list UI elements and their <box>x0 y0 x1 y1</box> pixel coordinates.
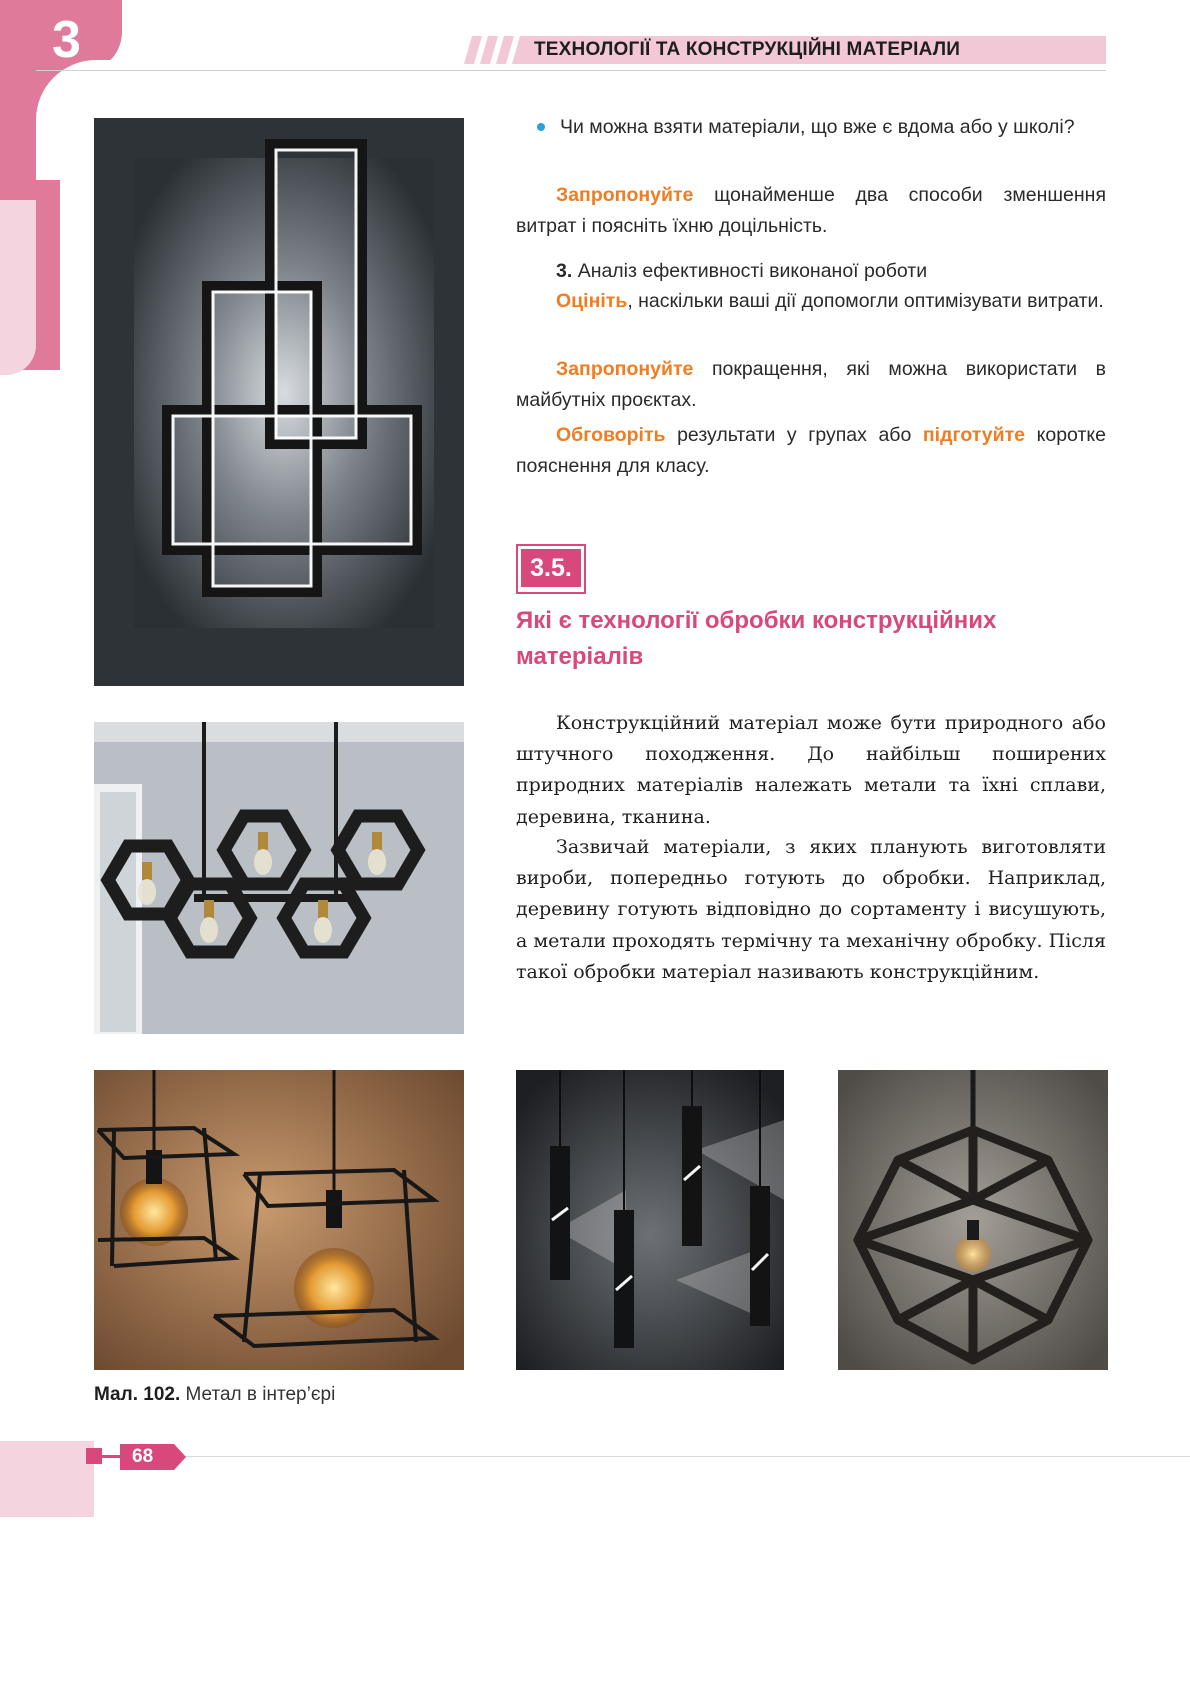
photo-tube-pendants <box>516 1070 784 1370</box>
footer-dash-decor <box>102 1455 122 1458</box>
paragraph-suggest-ways: Запропонуйте щонайменше два способи зменшення витрат і поясніть їхню доцільність. <box>516 184 1106 237</box>
keyword-suggest: Запропонуйте <box>556 184 694 206</box>
chapter-number: 3 <box>52 11 81 69</box>
step-3-number: 3. <box>556 260 573 282</box>
step-3-heading: 3. Аналіз ефективності виконаної роботи <box>556 260 928 282</box>
paragraph-discuss: Обговоріть результати у групах або підготуйте коротке пояснення для класу. <box>516 424 1106 477</box>
page-number: 68 <box>132 1446 154 1467</box>
keyword-evaluate: Оцініть <box>556 290 628 312</box>
paragraph-improvements: Запропонуйте покращення, які можна використати в майбутніх проєктах. <box>516 358 1106 411</box>
section-title: Які є технології обробки конструкційних матеріалів <box>516 607 997 670</box>
keyword-discuss: Обговоріть <box>556 424 666 446</box>
section-number: 3.5. <box>521 549 581 587</box>
figure-caption-text: Метал в інтер’єрі <box>185 1384 336 1405</box>
photo-hexagon-pendant <box>94 722 464 1034</box>
header-title: ТЕХНОЛОГІЇ ТА КОНСТРУКЦІЙНІ МАТЕРІАЛИ <box>534 39 961 60</box>
photo-wire-frame-pendants <box>94 1070 464 1370</box>
footer-square-decor <box>86 1448 102 1464</box>
chapter-tab-pale <box>0 200 36 375</box>
paragraph-evaluate: Оцініть, наскільки ваші дії допомогли оптимізувати витрати. <box>556 290 1104 312</box>
header-divider <box>36 70 1106 71</box>
section-paragraph-2: Зазвичай матеріали, з яких планують виготовляти вироби, попередньо готують до обробки. Наприклад, деревину готують відповідно до сортаменту і висушують, а метали проходять термічну та механічну обробку. Після такої обробки матеріал називають конструкційним. <box>516 836 1106 983</box>
section-paragraph-1: Конструкційний матеріал може бути природного або штучного походження. До найбільш поширених природних матеріалів належать метали та їхні сплави, деревина, тканина. <box>516 712 1106 828</box>
keyword-prepare: підготуйте <box>922 424 1026 446</box>
photo-geodesic-pendant <box>838 1070 1108 1370</box>
figure-label: Мал. 102. <box>94 1384 181 1405</box>
bullet-icon <box>537 123 545 131</box>
figure-caption <box>94 1384 335 1406</box>
photo-wall-lamp <box>94 118 464 686</box>
footer-divider <box>94 1456 1190 1457</box>
header-stripes-decor <box>462 36 532 64</box>
keyword-suggest-2: Запропонуйте <box>556 358 694 380</box>
bullet-question: Чи можна взяти матеріали, що вже є вдома або у школі? <box>560 116 1075 138</box>
footer-tab <box>0 1441 94 1517</box>
